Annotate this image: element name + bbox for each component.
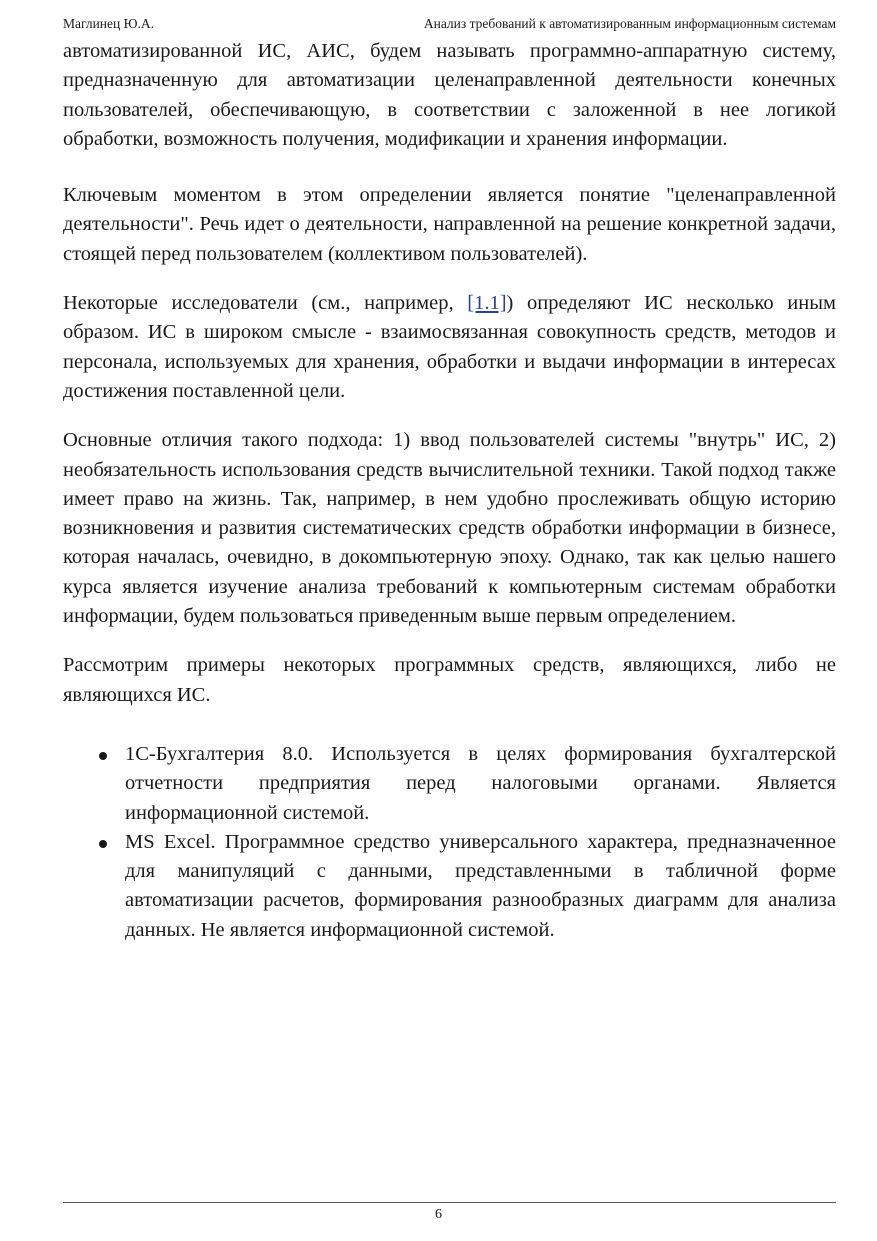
page-content (63, 37, 836, 945)
list-item (63, 828, 836, 945)
paragraph-approach-differences: Основные отличия такого подхода: 1) ввод пользователей системы "внутрь" ИС, 2) необязательность использования средств вычислительной техники. Такой подход также имеет право на жизнь. Так, например, в нем удобно прослеживать общую историю возникновения и развития систематических средств обработки информации в бизнесе, которая началась, очевидно, в докомпьютерную эпоху. Однако, так как целью нашего курса является изучение анализа требований к компьютерным системам обработки информации, будем пользоваться приведенным выше первым определением. (63, 429, 836, 628)
reference-link[interactable]: [1.1] (467, 292, 507, 315)
list-item-text: 1С-Бухгалтерия 8.0. Используется в целях формирования бухгалтерской отчетности предприятия перед налоговыми органами. Является информационной системой. (125, 742, 836, 824)
paragraph-examples-intro: Рассмотрим примеры некоторых программных средств, являющихся, либо не являющихся ИС. (63, 654, 836, 706)
list-item (63, 740, 836, 828)
bullet-icon (99, 840, 107, 848)
page-header (63, 14, 836, 34)
paragraph-alternative-definition (63, 289, 836, 406)
footer-divider (63, 1202, 836, 1203)
bullet-icon (99, 752, 107, 760)
page-number: 6 (435, 1207, 442, 1222)
paragraph-text-before-link: Некоторые исследователи (см., например, (63, 292, 468, 315)
header-author: Маглинец Ю.А. (63, 16, 154, 31)
header-document-title: Анализ требований к автоматизированным информационным системам (423, 16, 836, 31)
paragraph-key-concept: Ключевым моментом в этом определении является понятие "целенаправленной деятельности". Речь идет о деятельности, направленной на решение конкретной задачи, стоящей перед пользователем (коллективом пользователей). (63, 184, 836, 265)
examples-list (63, 740, 836, 945)
list-item-text: MS Excel. Программное средство универсального характера, предназначенное для манипуляций с данными, представленными в табличной форме автоматизации расчетов, формирования разнообразных диаграмм для анализа данных. Не является информационной системой. (125, 830, 836, 941)
paragraph-text-after-link: ) определяют ИС несколько иным образом. ИС в широком смысле - взаимосвязанная совокупность средств, методов и персонала, используемых для хранения, обработки и выдачи информации в интересах достижения поставленной цели. (63, 292, 836, 402)
paragraph-ais-definition: автоматизированной ИС, АИС, будем называть программно-аппаратную систему, предназначенную для автоматизации целенаправленной деятельности конечных пользователей, обеспечивающую, в соответствии с заложенной в нее логикой обработки, возможность получения, модификации и хранения информации. (63, 40, 836, 150)
